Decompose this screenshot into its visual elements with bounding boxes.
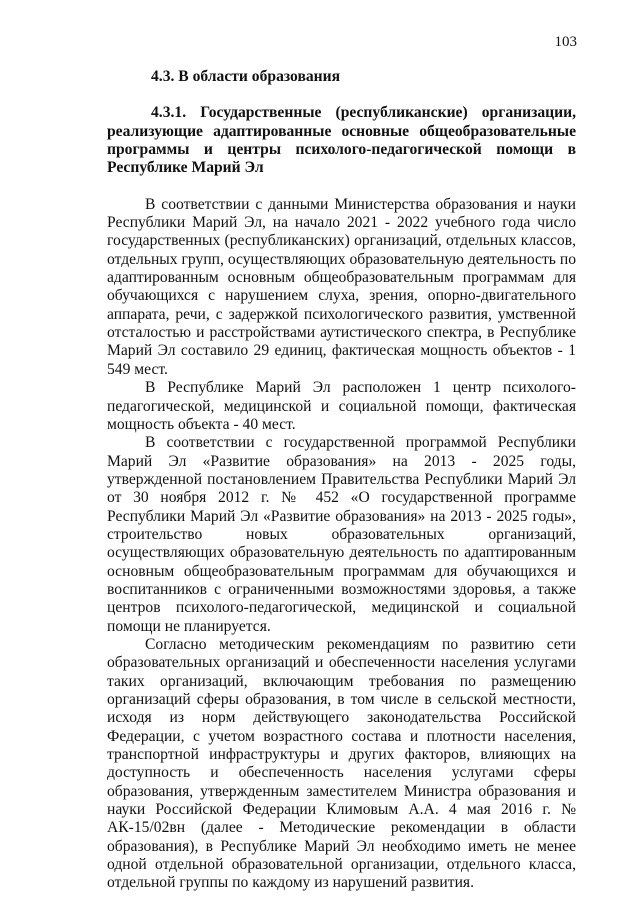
paragraph-3: В соответствии с государственной программой Республики Марий Эл «Развитие образования» на 2013 - 2025 годы, утвержденной постановлением Правительства Республики Марий Эл от 30 ноября 2012 г. № 452 «О государственной программе Республики Марий Эл «Развитие образования» на 2013 - 2025 годы», строительство новых образовательных организаций, осуществляющих образовательную деятельность по адаптированным основным общеобразовательным программам для обучающихся и воспитанников с ограниченными возможностями здоровья, а также центров психолого-педагогической, медицинской и социальной помощи не планируется. xyxy=(107,434,576,635)
page-number: 103 xyxy=(554,34,577,50)
paragraph-2: В Республике Марий Эл расположен 1 центр психолого-педагогической, медицинской и социальной помощи, фактическая мощность объекта - 40 мест. xyxy=(107,379,576,433)
section-heading: 4.3. В области образования xyxy=(151,68,341,85)
document-body xyxy=(107,68,576,893)
paragraph-1: В соответствии с данными Министерства образования и науки Республики Марий Эл, на начало 2021 - 2022 учебного года число государственных (республиканских) организаций, отдельных классов, отдельных групп, осуществляющих образовательную деятельность по адаптированным основным общеобразовательным программам для обучающихся с нарушением слуха, зрения, опорно-двигательного аппарата, речи, с задержкой психологического развития, умственной отсталостью и расстройствами аутистического спектра, в Республике Марий Эл составило 29 единиц, фактическая мощность объектов - 1 549 мест. xyxy=(107,195,576,378)
subsection-heading: 4.3.1. Государственные (республиканские) организации, реализующие адаптированные основные общеобразовательные программы и центры психолого-педагогической помощи в Республике Марий Эл xyxy=(107,104,576,177)
paragraph-4: Согласно методическим рекомендациям по развитию сети образовательных организаций и обеспеченности населения услугами таких организаций, включающим требования по размещению организаций сферы образования, в том числе в сельской местности, исходя из норм действующего законодательства Российской Федерации, с учетом возрастного состава и плотности населения, транспортной инфраструктуры и других факторов, влияющих на доступность и обеспеченность населения услугами сферы образования, утвержденным заместителем Министра образования и науки Российской Федерации Климовым А.А. 4 мая 2016 г. № АК-15/02вн (далее - Методические рекомендации в области образования), в Республике Марий Эл необходимо иметь не менее одной отдельной образовательной организации, отдельного класса, отдельной группы по каждому из нарушений развития. xyxy=(107,635,576,892)
